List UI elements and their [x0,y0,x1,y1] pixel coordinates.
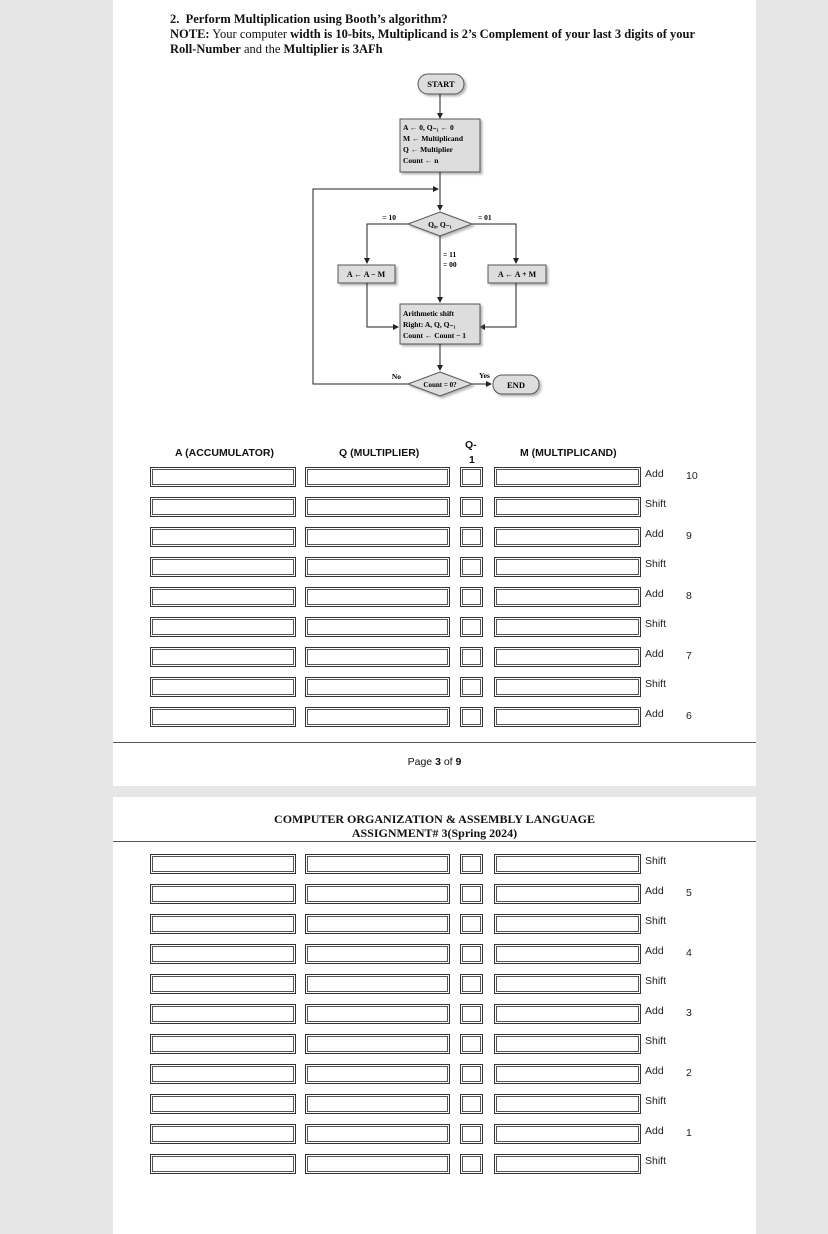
multiplicand-cell[interactable] [494,944,641,964]
shift-line-1: Arithmetic shift [403,309,455,318]
accumulator-cell[interactable] [150,677,296,697]
document-page-3 [113,0,756,786]
multiplier-cell[interactable] [305,1154,450,1174]
header-q-minus-1-top: Q- [465,439,477,451]
table-row [113,1154,756,1174]
q-minus-1-cell[interactable] [460,1064,483,1084]
multiplicand-cell[interactable] [494,1034,641,1054]
q-minus-1-cell[interactable] [460,1094,483,1114]
decision-label: Q₀, Q₋₁ [428,220,452,229]
footer-current-page: 3 [435,756,441,768]
multiplier-cell[interactable] [305,884,450,904]
count-label: 6 [686,710,692,722]
init-line-2: M ← Multiplicand [403,134,464,143]
subtract-label: A ← A − M [346,270,386,279]
operation-label: Shift [645,915,667,927]
table-row [113,974,756,994]
table-row [113,1094,756,1114]
course-header [113,812,756,840]
q-minus-1-cell[interactable] [460,707,483,727]
footer-prefix: Page [407,756,433,768]
multiplier-cell[interactable] [305,557,450,577]
count-label: 8 [686,590,692,602]
operation-label: Shift [645,618,667,630]
count-check-label: Count = 0? [423,381,457,389]
accumulator-cell[interactable] [150,557,296,577]
init-line-3: Q ← Multiplier [403,145,453,154]
note-text-2: and the [243,42,281,56]
shift-line-3: Count ← Count − 1 [403,331,467,340]
accumulator-cell[interactable] [150,1154,296,1174]
multiplicand-cell[interactable] [494,527,641,547]
table-row [113,707,756,727]
init-line-1: A ← 0, Q₋₁ ← 0 [403,123,454,132]
multiplicand-cell[interactable] [494,467,641,487]
q-minus-1-cell[interactable] [460,974,483,994]
branch-left-label: = 10 [382,213,396,222]
count-label: 2 [686,1067,692,1079]
operation-label: Shift [645,1155,667,1167]
accumulator-cell[interactable] [150,497,296,517]
table-row [113,557,756,577]
multiplicand-cell[interactable] [494,617,641,637]
multiplicand-cell[interactable] [494,707,641,727]
table-row [113,884,756,904]
q-minus-1-cell[interactable] [460,1124,483,1144]
branch-right-label: = 01 [478,213,492,222]
add-label: A ← A + M [497,270,537,279]
footer-of: of [443,756,453,768]
course-title: COMPUTER ORGANIZATION & ASSEMBLY LANGUAGE [274,812,595,826]
table-row [113,617,756,637]
operation-label: Shift [645,975,667,987]
accumulator-cell[interactable] [150,467,296,487]
operation-label: Shift [645,678,667,690]
q-minus-1-cell[interactable] [460,467,483,487]
assignment-title: ASSIGNMENT# 3(Spring 2024) [351,826,518,840]
multiplicand-cell[interactable] [494,587,641,607]
accumulator-cell[interactable] [150,617,296,637]
q-minus-1-cell[interactable] [460,854,483,874]
multiplicand-cell[interactable] [494,854,641,874]
operation-label: Add [645,468,664,480]
header-rule [113,841,756,842]
header-multiplicand: M (MULTIPLICAND) [520,447,617,459]
page-bottom-rule [113,742,756,743]
table-row [113,1034,756,1054]
accumulator-cell[interactable] [150,1124,296,1144]
table-row [113,587,756,607]
multiplier-cell[interactable] [305,647,450,667]
accumulator-cell[interactable] [150,587,296,607]
operation-label: Add [645,528,664,540]
multiplicand-cell[interactable] [494,1094,641,1114]
accumulator-cell[interactable] [150,884,296,904]
operation-label: Add [645,945,664,957]
count-label: 10 [686,470,698,482]
operation-label: Add [645,648,664,660]
q-minus-1-cell[interactable] [460,1004,483,1024]
table-row [113,1064,756,1084]
table-row [113,854,756,874]
multiplier-cell[interactable] [305,854,450,874]
q-minus-1-cell[interactable] [460,587,483,607]
multiplicand-cell[interactable] [494,1154,641,1174]
footer-total-pages: 9 [455,756,462,768]
q-minus-1-cell[interactable] [460,497,483,517]
accumulator-cell[interactable] [150,974,296,994]
q-minus-1-cell[interactable] [460,1034,483,1054]
q-minus-1-cell[interactable] [460,557,483,577]
start-label: START [427,79,455,89]
multiplier-cell[interactable] [305,617,450,637]
note-label: NOTE: [170,27,210,41]
operation-label: Add [645,885,664,897]
q-minus-1-cell[interactable] [460,677,483,697]
header-multiplier: Q (MULTIPLIER) [339,447,420,459]
accumulator-cell[interactable] [150,1064,296,1084]
count-label: 5 [686,887,692,899]
page-footer [113,756,756,768]
yes-label: Yes [479,371,490,380]
table-row [113,647,756,667]
multiplier-cell[interactable] [305,1094,450,1114]
accumulator-cell[interactable] [150,707,296,727]
accumulator-cell[interactable] [150,944,296,964]
multiplier-cell[interactable] [305,914,450,934]
q-minus-1-cell[interactable] [460,527,483,547]
operation-label: Add [645,1065,664,1077]
multiplicand-cell[interactable] [494,884,641,904]
operation-label: Add [645,1125,664,1137]
table-row [113,1124,756,1144]
question-number: 2. [170,12,180,26]
end-label: END [507,380,525,390]
multiplier-cell[interactable] [305,1124,450,1144]
multiplicand-cell[interactable] [494,677,641,697]
multiplier-cell[interactable] [305,527,450,547]
multiplicand-cell[interactable] [494,1064,641,1084]
accumulator-cell[interactable] [150,1034,296,1054]
operation-label: Shift [645,855,667,867]
q-minus-1-cell[interactable] [460,617,483,637]
branch-mid-label-2: = 00 [443,260,457,269]
table-row [113,914,756,934]
multiplicand-cell[interactable] [494,557,641,577]
q-minus-1-cell[interactable] [460,914,483,934]
multiplier-cell[interactable] [305,677,450,697]
multiplier-cell[interactable] [305,974,450,994]
table-row [113,527,756,547]
count-label: 4 [686,947,692,959]
table-row [113,677,756,697]
count-label: 1 [686,1127,692,1139]
count-label: 9 [686,530,692,542]
multiplicand-cell[interactable] [494,974,641,994]
multiplier-cell[interactable] [305,467,450,487]
table-row [113,944,756,964]
q-minus-1-cell[interactable] [460,1154,483,1174]
table-row [113,1004,756,1024]
accumulator-cell[interactable] [150,1004,296,1024]
count-label: 7 [686,650,692,662]
question-text [170,12,730,57]
booth-flowchart [308,70,558,405]
operation-label: Shift [645,498,667,510]
operation-label: Add [645,588,664,600]
accumulator-cell[interactable] [150,854,296,874]
multiplier-cell[interactable] [305,497,450,517]
note-bold-3: Multiplier is 3AFh [283,42,383,56]
operation-label: Shift [645,558,667,570]
operation-label: Shift [645,1095,667,1107]
q-minus-1-cell[interactable] [460,944,483,964]
q-minus-1-cell[interactable] [460,884,483,904]
accumulator-cell[interactable] [150,914,296,934]
init-line-4: Count ← n [403,156,439,165]
branch-mid-label-1: = 11 [443,250,457,259]
document-page-4 [113,797,756,1234]
operation-label: Add [645,1005,664,1017]
multiplier-cell[interactable] [305,587,450,607]
note-bold-1: width is 10-bits, Multiplicand is 2’s Complement of your last 3 digits of your [290,27,696,41]
accumulator-cell[interactable] [150,647,296,667]
table-row [113,467,756,487]
operation-label: Add [645,708,664,720]
no-label: No [391,372,401,381]
header-accumulator: A (ACCUMULATOR) [175,447,274,459]
accumulator-cell[interactable] [150,1094,296,1114]
multiplicand-cell[interactable] [494,1004,641,1024]
count-label: 3 [686,1007,692,1019]
multiplicand-cell[interactable] [494,647,641,667]
multiplicand-cell[interactable] [494,914,641,934]
q-minus-1-cell[interactable] [460,647,483,667]
multiplier-cell[interactable] [305,707,450,727]
shift-line-2: Right: A, Q, Q₋₁ [403,320,456,329]
multiplier-cell[interactable] [305,1004,450,1024]
operation-label: Shift [645,1035,667,1047]
multiplicand-cell[interactable] [494,497,641,517]
note-text-1: Your computer [212,27,288,41]
question-title: Perform Multiplication using Booth’s algorithm? [185,12,448,26]
table-row [113,497,756,517]
header-q-minus-1-bottom: 1 [469,454,475,466]
multiplier-cell[interactable] [305,944,450,964]
multiplier-cell[interactable] [305,1064,450,1084]
accumulator-cell[interactable] [150,527,296,547]
multiplicand-cell[interactable] [494,1124,641,1144]
note-bold-2: Roll-Number [170,42,241,56]
multiplier-cell[interactable] [305,1034,450,1054]
